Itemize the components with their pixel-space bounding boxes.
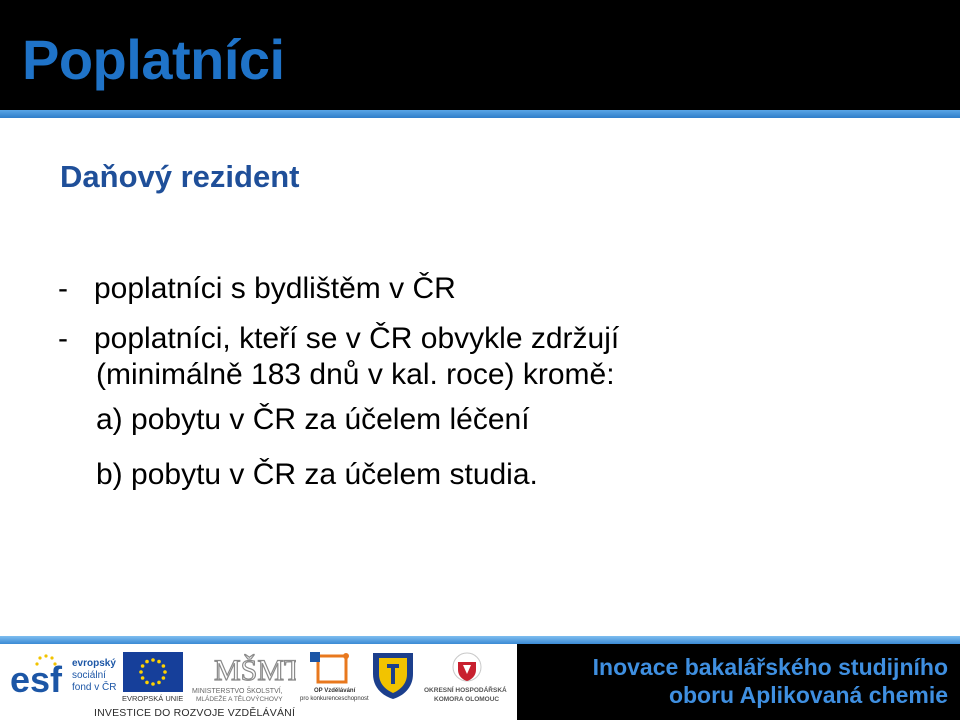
footer-caption: INVESTICE DO ROZVOJE VZDĚLÁVÁNÍ [94, 707, 296, 719]
msmt-logo [190, 648, 296, 704]
msmt-letters: MŠMT [214, 654, 296, 687]
footer-logos [0, 644, 516, 720]
slide-footer [0, 644, 960, 720]
esf-text-3: fond v ČR [72, 682, 116, 693]
esf-logo-icon [8, 650, 116, 706]
ohk-logo [420, 650, 514, 706]
bullet-text: poplatníci s bydlištěm v ČR [94, 272, 456, 305]
project-slogan [517, 644, 960, 720]
bullet-dash: - [58, 322, 68, 355]
op-logo [300, 650, 369, 706]
bullet-dash: - [58, 272, 68, 305]
bullet-line [58, 264, 918, 314]
ohk-label-2: KOMORA OLOMOUC [434, 696, 500, 703]
sub-item: a) pobytu v ČR za účelem léčení [96, 403, 530, 436]
esf-logo [8, 650, 116, 706]
university-shield-logo [370, 650, 416, 704]
esf-text-1: evropský [72, 658, 116, 669]
esf-letters: esf [10, 659, 63, 700]
msmt-logo-icon [190, 648, 296, 688]
msmt-label-2: MLÁDEŽE A TĚLOVÝCHOVY [196, 696, 283, 703]
slogan-line-2: oboru Aplikovaná chemie [668, 682, 948, 708]
sub-item: b) pobytu v ČR za účelem studia. [96, 458, 538, 491]
slide-subtitle: Daňový rezident [60, 159, 300, 194]
op-label-1: OP Vzdělávání [314, 688, 356, 694]
bullet-continuation: (minimálně 183 dnů v kal. roce) kromě: [96, 358, 615, 391]
eu-flag-logo [122, 652, 184, 702]
msmt-label-1: MINISTERSTVO ŠKOLSTVÍ, [192, 688, 283, 695]
shield-icon [370, 650, 416, 700]
slide-header [0, 0, 960, 110]
ohk-label-1: OKRESNÍ HOSPODÁŘSKÁ [424, 687, 507, 694]
eu-flag-icon [122, 652, 184, 694]
header-stripe [0, 110, 960, 118]
ohk-logo-icon [420, 650, 514, 686]
op-label-2: pro konkurenceschopnost [300, 696, 369, 702]
esf-text-2: sociální [72, 670, 106, 681]
op-logo-icon [300, 650, 366, 688]
slogan-line-1: Inovace bakalářského studijního [592, 654, 948, 680]
eu-label: EVROPSKÁ UNIE [122, 694, 184, 703]
slide-body [58, 264, 918, 503]
bullet-text: poplatníci, kteří se v ČR obvykle zdržují [94, 322, 620, 355]
slide-title: Poplatníci [22, 28, 285, 91]
footer-stripe [0, 636, 960, 644]
